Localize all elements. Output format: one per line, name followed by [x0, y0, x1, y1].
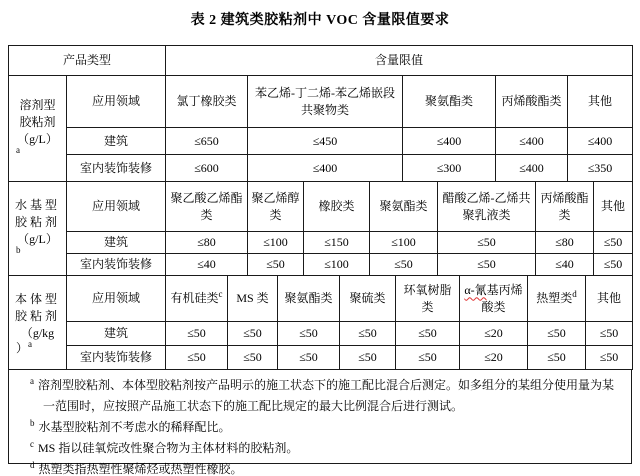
col-header: 聚氨酯类	[403, 76, 496, 128]
app-field-header: 应用领域	[67, 182, 166, 232]
header-row-table	[8, 45, 633, 76]
section-label-water	[9, 182, 67, 276]
label-line: （g/kg	[20, 325, 55, 340]
footnote-marker-d: d	[30, 460, 35, 470]
limit-value: ≤50	[166, 322, 228, 346]
footnote-marker-c: c	[30, 439, 34, 449]
section-solvent-based	[8, 75, 633, 182]
table-row-building	[9, 128, 633, 155]
footnote-marker-b: b	[16, 244, 21, 255]
limit-value: ≤400	[403, 128, 496, 155]
col-header: 环氧树脂类	[396, 276, 460, 322]
footnote-marker-a: a	[16, 144, 20, 155]
limit-value: ≤50	[228, 346, 278, 370]
limit-value: ≤400	[248, 155, 403, 182]
limit-value: ≤50	[594, 232, 633, 254]
col-header: 聚氨酯类	[278, 276, 340, 322]
limit-value: ≤50	[370, 254, 438, 276]
footnote-d	[17, 459, 623, 476]
limit-value: ≤80	[166, 232, 248, 254]
limit-value: ≤50	[396, 346, 460, 370]
label-line: 胶粘剂	[14, 308, 60, 323]
table-row-interior	[9, 346, 633, 370]
col-header: 聚乙烯醇类	[248, 182, 304, 232]
col-header: 丙烯酸酯类	[496, 76, 568, 128]
table-row-interior	[9, 254, 633, 276]
limit-value: ≤400	[496, 155, 568, 182]
limit-value: ≤50	[396, 322, 460, 346]
limit-value: ≤50	[340, 322, 396, 346]
section-bulk-type	[8, 275, 633, 370]
label-line	[10, 244, 65, 261]
table-row-building	[9, 322, 633, 346]
limit-value: ≤50	[228, 322, 278, 346]
col-header: 其他	[594, 182, 633, 232]
col-header: 醋酸乙烯-乙烯共聚乳液类	[438, 182, 536, 232]
label-line: ）$^a$	[16, 338, 33, 355]
footnote-marker-d: d	[572, 289, 577, 300]
col-header: 其他	[586, 276, 633, 322]
label-line: 水基型	[14, 197, 60, 212]
limit-value: ≤50	[594, 254, 633, 276]
footnote-marker-a: a	[28, 338, 33, 349]
limit-value: ≤50	[528, 322, 586, 346]
footnote-text: 溶剂型胶粘剂、本体型胶粘剂按产品明示的施工状态下的施工配比混合后测定。如多组分的某组分使用量为某一范围时，应按照产品施工状态下的施工配比规定的最大比例混合后进行测试。	[38, 378, 615, 413]
limit-value: ≤50	[586, 322, 633, 346]
limit-value: ≤100	[370, 232, 438, 254]
col-header: 热塑类$^d$	[528, 276, 586, 322]
footnote-marker-b: b	[30, 418, 35, 428]
col-header-cyanoacrylate: α-氰基丙烯酸类	[460, 276, 528, 322]
header-content-limit: 含量限值	[166, 46, 633, 76]
limit-value: ≤40	[536, 254, 594, 276]
section-water-based	[8, 181, 633, 276]
voc-limits-table	[8, 45, 632, 476]
footnote-marker-a: a	[30, 376, 34, 386]
limit-value: ≤20	[460, 322, 528, 346]
limit-value: ≤20	[460, 346, 528, 370]
col-header: 橡胶类	[304, 182, 370, 232]
limit-value: ≤50	[438, 232, 536, 254]
limit-value: ≤50	[528, 346, 586, 370]
limit-value: ≤50	[278, 346, 340, 370]
limit-value: ≤400	[568, 128, 633, 155]
limit-value: ≤50	[278, 322, 340, 346]
footnote-text: 水基型胶粘剂不考虑水的稀释配比。	[38, 420, 231, 434]
label-line: （g/L）	[17, 131, 58, 146]
row-label: 室内装饰装修	[67, 254, 166, 276]
limit-value: ≤100	[248, 232, 304, 254]
footnote-c	[17, 438, 623, 459]
limit-value: ≤40	[166, 254, 248, 276]
spellcheck-squiggle: α-氰	[464, 283, 487, 298]
row-label: 建筑	[67, 128, 166, 155]
footnote-text: 热塑类指热塑性聚烯烃或热塑性橡胶。	[38, 462, 243, 476]
label-line: （g/L）	[17, 231, 58, 246]
limit-value: ≤350	[568, 155, 633, 182]
limit-value: ≤450	[248, 128, 403, 155]
col-header: 聚乙酸乙烯酯类	[166, 182, 248, 232]
row-label: 建筑	[67, 322, 166, 346]
app-field-header: 应用领域	[67, 276, 166, 322]
label-line: 溶剂型	[19, 97, 56, 112]
table-row-building	[9, 232, 633, 254]
limit-value: ≤50	[166, 346, 228, 370]
col-header: 聚硫类	[340, 276, 396, 322]
col-header: 聚氨酯类	[370, 182, 438, 232]
limit-value: ≤80	[536, 232, 594, 254]
limit-value: ≤650	[166, 128, 248, 155]
limit-value: ≤50	[248, 254, 304, 276]
table-title: 表 2 建筑类胶粘剂中 VOC 含量限值要求	[190, 13, 450, 28]
row-label: 室内装饰装修	[67, 155, 166, 182]
col-header: 丙烯酸酯类	[536, 182, 594, 232]
label-line: 胶粘剂	[19, 114, 56, 129]
section-label-solvent	[9, 76, 67, 182]
col-header: MS 类	[228, 276, 278, 322]
limit-value: ≤400	[496, 128, 568, 155]
label-line	[10, 144, 65, 161]
section-label-bulk	[9, 276, 67, 370]
footnote-marker-c: c	[218, 289, 223, 300]
app-field-header: 应用领域	[67, 76, 166, 128]
col-header: 苯乙烯-丁二烯-苯乙烯嵌段共聚物类	[248, 76, 403, 128]
limit-value: ≤50	[340, 346, 396, 370]
limit-value: ≤150	[304, 232, 370, 254]
col-header: 有机硅类$^c$	[166, 276, 228, 322]
row-label: 建筑	[67, 232, 166, 254]
row-label: 室内装饰装修	[67, 346, 166, 370]
label-line: 本体型	[14, 291, 60, 306]
footnote-b	[17, 417, 623, 438]
header-product-type: 产品类型	[9, 46, 166, 76]
label-line: 胶粘剂	[14, 214, 60, 229]
col-header: 其他	[568, 76, 633, 128]
limit-value: ≤50	[438, 254, 536, 276]
footnotes-block	[8, 369, 632, 476]
limit-value: ≤100	[304, 254, 370, 276]
col-header: 氯丁橡胶类	[166, 76, 248, 128]
limit-value: ≤300	[403, 155, 496, 182]
footnote-a	[17, 375, 623, 417]
limit-value: ≤50	[586, 346, 633, 370]
limit-value: ≤600	[166, 155, 248, 182]
table-row-interior	[9, 155, 633, 182]
footnote-text: MS 指以硅氧烷改性聚合物为主体材料的胶粘剂。	[38, 441, 299, 455]
